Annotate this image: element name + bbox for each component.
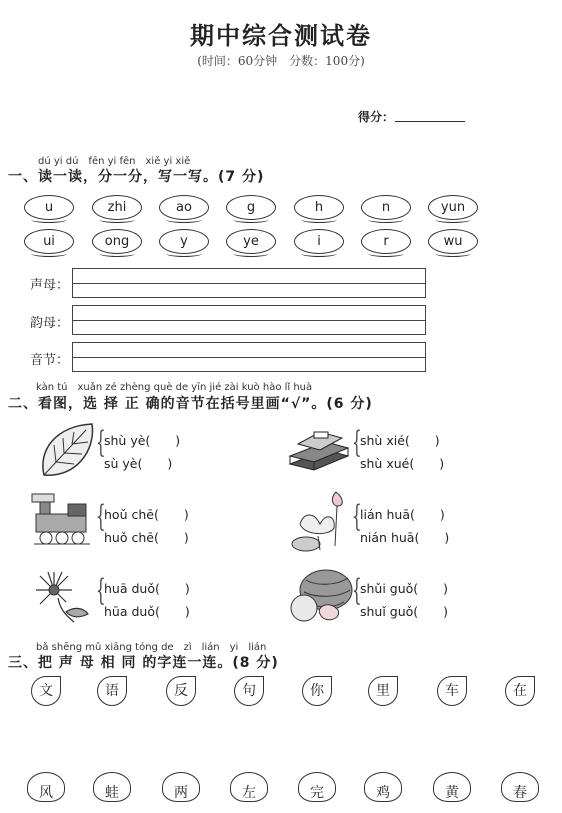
flower-icon (30, 568, 96, 626)
brace-icon: { (352, 499, 362, 534)
option-flower-1[interactable]: huā duǒ( ) (104, 581, 190, 596)
option-fruit-2[interactable]: shuǐ guǒ( ) (360, 604, 449, 619)
character-drop[interactable]: 蛙 (93, 772, 131, 802)
option-leaf-1[interactable]: shù yè( ) (104, 433, 181, 448)
character-drop[interactable]: 你 (302, 676, 332, 706)
syllable-bowl[interactable]: zhi (92, 195, 142, 220)
syllable-bowl[interactable]: y (159, 229, 209, 254)
score-blank[interactable] (395, 121, 465, 122)
syllable-bowl[interactable]: wu (428, 229, 478, 254)
syllable-bowl[interactable]: h (294, 195, 344, 220)
finals-label: 韵母： (30, 316, 70, 331)
character-drop[interactable]: 文 (31, 676, 61, 706)
math-book-icon (286, 426, 352, 474)
leaf-icon (36, 420, 98, 482)
option-train-1[interactable]: hoǔ chē( ) (104, 507, 189, 522)
lotus-icon (290, 488, 352, 556)
character-drop[interactable]: 语 (97, 676, 127, 706)
syllable-bowl[interactable]: g (226, 195, 276, 220)
brace-icon: { (96, 425, 106, 460)
option-flower-2[interactable]: hūa duǒ( ) (104, 604, 190, 619)
exam-info: (时间：60分钟 分数：100分) (197, 54, 365, 68)
q1-heading: 一、读一读，分一分，写一写。(7 分) (8, 169, 265, 185)
character-drop[interactable]: 完 (298, 772, 336, 802)
q1-pinyin: dú yi dú fēn yi fēn xiě yi xiě (38, 156, 191, 167)
option-book-1[interactable]: shù xié( ) (360, 433, 440, 448)
initials-label: 声母： (30, 278, 70, 293)
option-book-2[interactable]: shù xué( ) (360, 456, 445, 471)
syllable-bowl[interactable]: ong (92, 229, 142, 254)
q3-heading: 三、把 声 母 相 同 的字连一连。(8 分) (8, 655, 279, 671)
option-train-2[interactable]: huǒ chē( ) (104, 530, 189, 545)
page-title: 期中综合测试卷 (190, 22, 372, 50)
syllable-bowl[interactable]: i (294, 229, 344, 254)
character-drop[interactable]: 风 (27, 772, 65, 802)
option-lotus-1[interactable]: lián huā( ) (360, 507, 445, 522)
brace-icon: { (352, 573, 362, 608)
option-fruit-1[interactable]: shǔi guǒ( ) (360, 581, 449, 596)
syllable-bowl[interactable]: r (361, 229, 411, 254)
syllables-write-box[interactable] (72, 342, 426, 372)
syllables-label: 音节： (30, 353, 70, 368)
option-leaf-2[interactable]: sù yè( ) (104, 456, 173, 471)
syllable-bowl[interactable]: n (361, 195, 411, 220)
brace-icon: { (96, 499, 106, 534)
character-drop[interactable]: 反 (166, 676, 196, 706)
score-label: 得分： (358, 110, 395, 124)
fruit-icon (286, 566, 354, 626)
brace-icon: { (96, 573, 106, 608)
option-lotus-2[interactable]: nián huā( ) (360, 530, 450, 545)
syllable-bowl[interactable]: ao (159, 195, 209, 220)
initials-write-box[interactable] (72, 268, 426, 298)
character-drop[interactable]: 鸡 (364, 772, 402, 802)
q3-pinyin: bǎ shēng mǔ xiāng tóng de zì lián yi lián (36, 642, 267, 653)
finals-write-box[interactable] (72, 305, 426, 335)
character-drop[interactable]: 车 (437, 676, 467, 706)
syllable-bowl[interactable]: ui (24, 229, 74, 254)
character-drop[interactable]: 黄 (433, 772, 471, 802)
character-drop[interactable]: 里 (368, 676, 398, 706)
syllable-bowl[interactable]: u (24, 195, 74, 220)
character-drop[interactable]: 在 (505, 676, 535, 706)
character-drop[interactable]: 左 (230, 772, 268, 802)
character-drop[interactable]: 句 (234, 676, 264, 706)
q2-pinyin: kàn tú xuǎn zé zhèng què de yīn jié zài kuò hào lǐ huà (36, 382, 313, 393)
character-drop[interactable]: 春 (501, 772, 539, 802)
train-icon (30, 492, 96, 550)
character-drop[interactable]: 两 (162, 772, 200, 802)
syllable-bowl[interactable]: yun (428, 195, 478, 220)
syllable-bowl[interactable]: ye (226, 229, 276, 254)
brace-icon: { (352, 425, 362, 460)
q2-heading: 二、看图，选 择 正 确的音节在括号里画“√”。(6 分) (8, 396, 373, 412)
